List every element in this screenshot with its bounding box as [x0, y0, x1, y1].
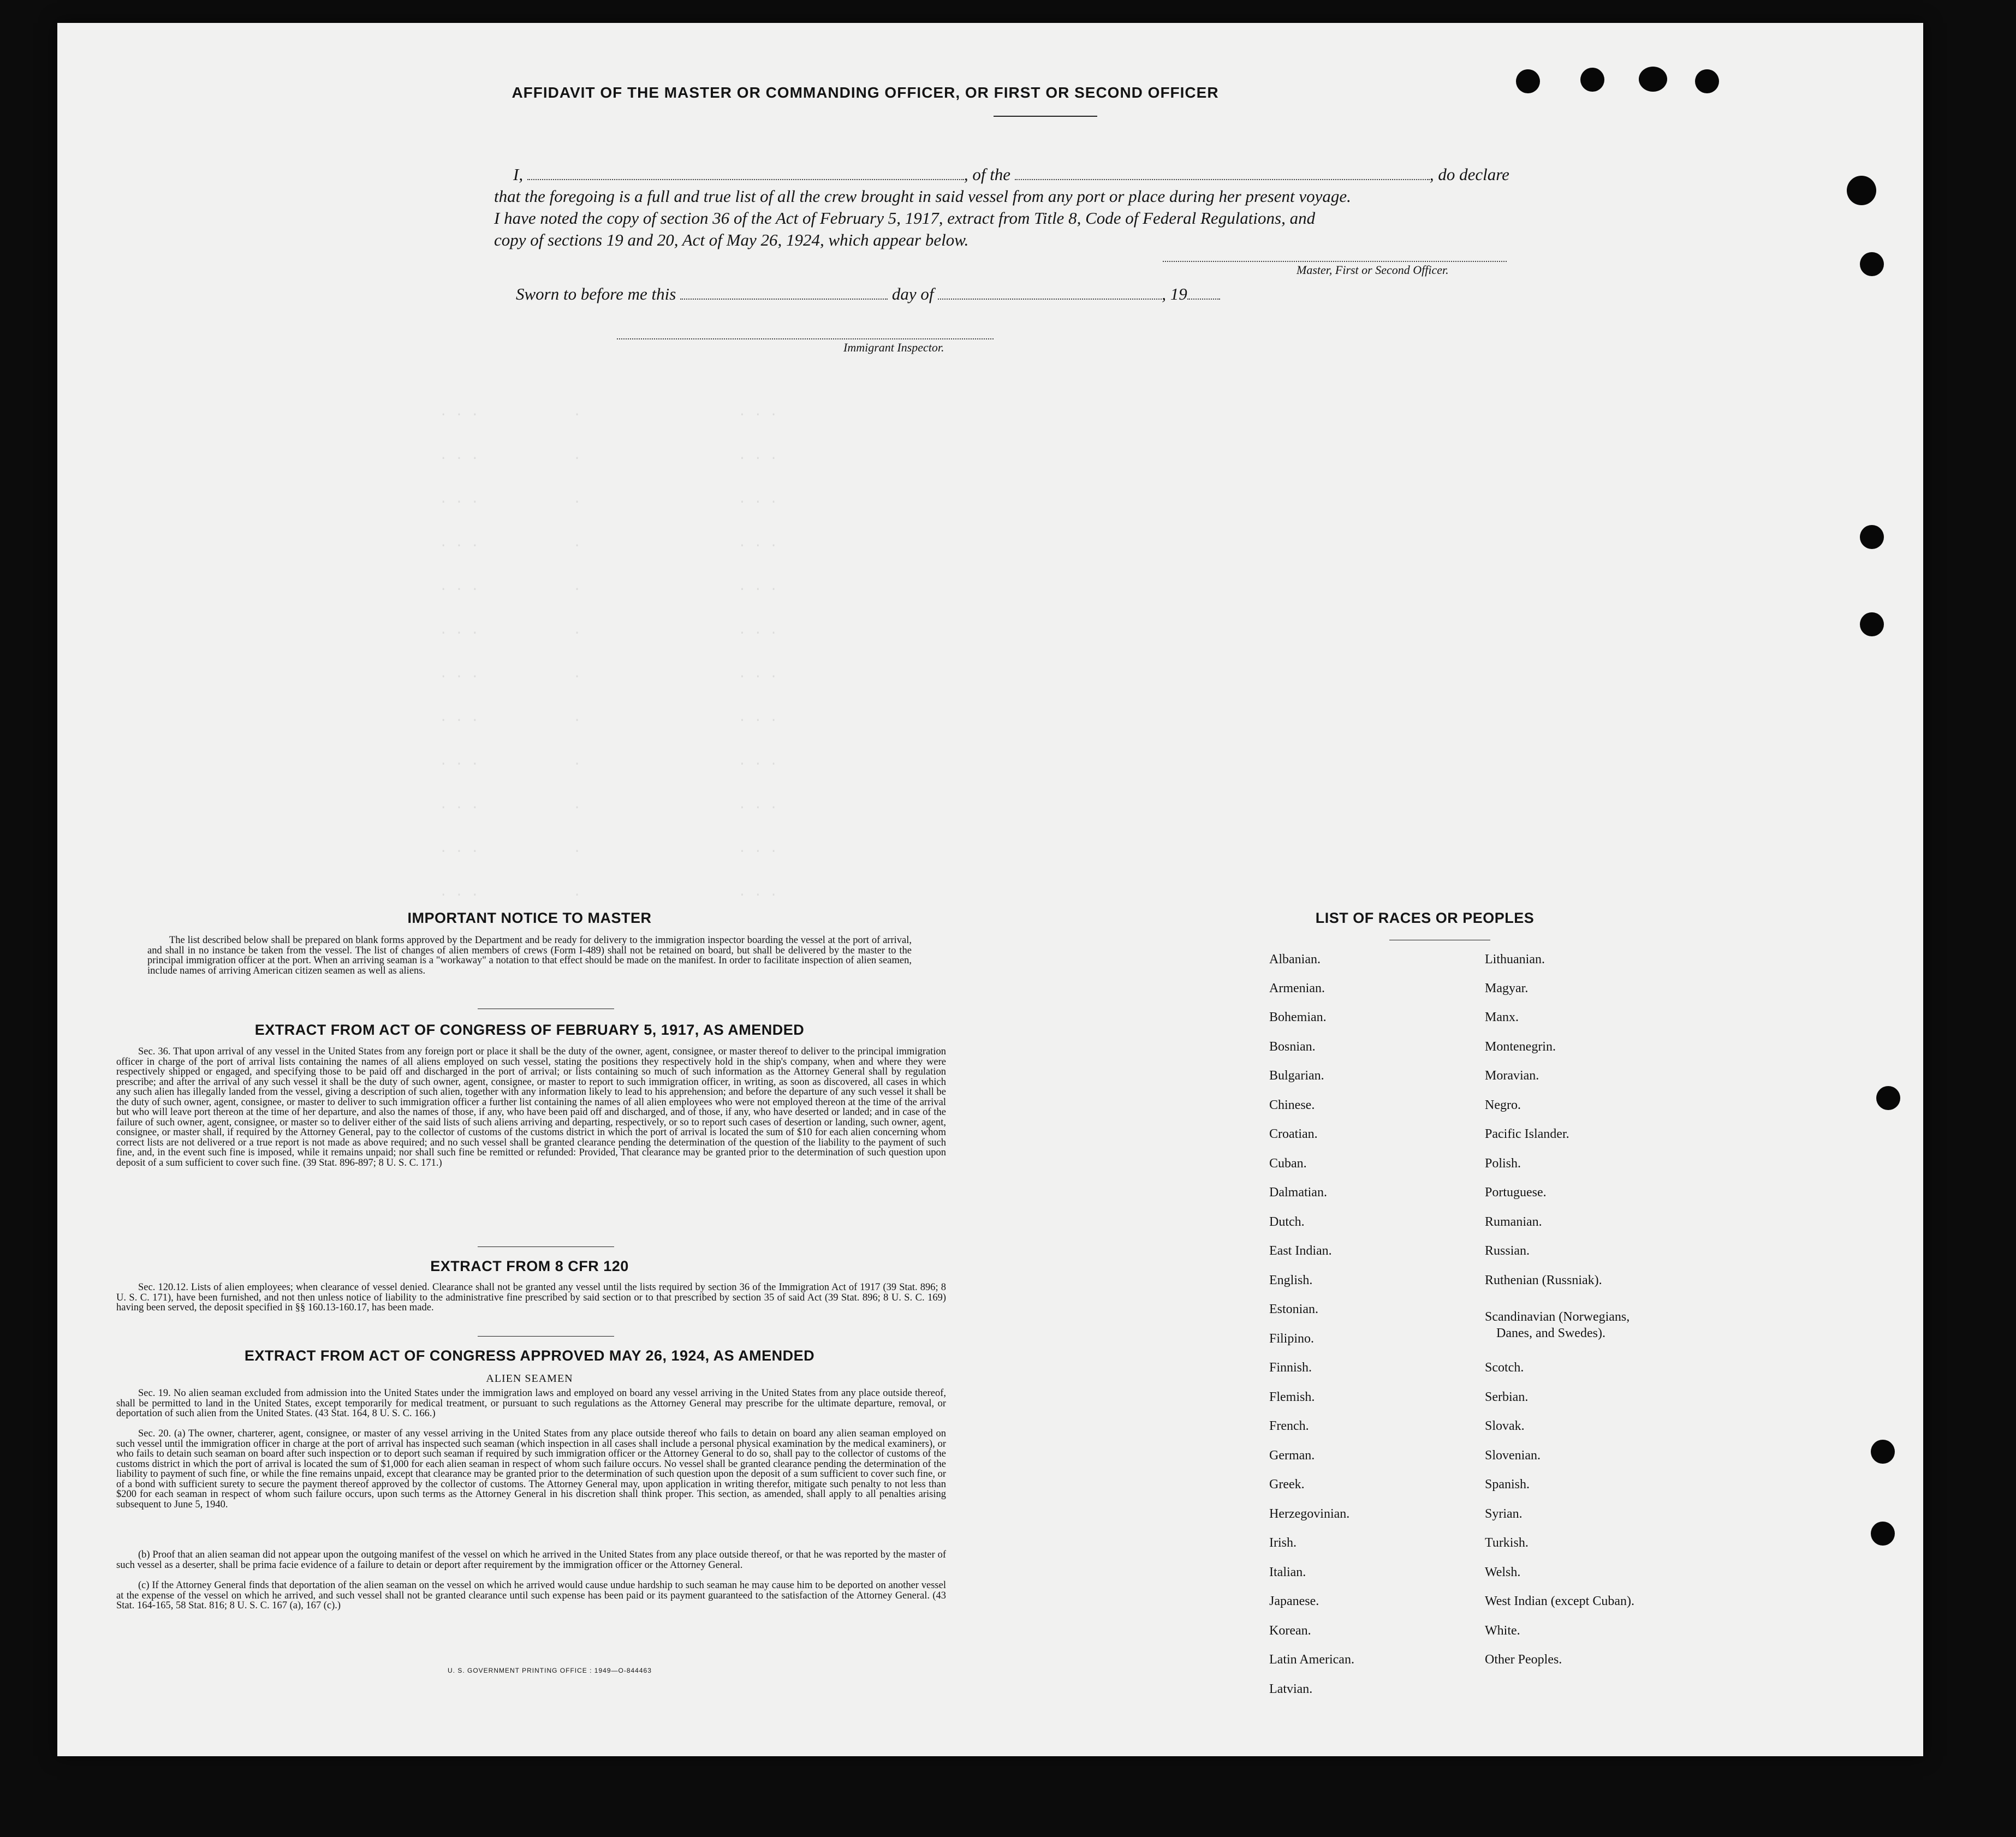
race-item: Spanish. [1485, 1477, 1530, 1492]
race-item: Manx. [1485, 1010, 1519, 1024]
race-item: Pacific Islander. [1485, 1127, 1569, 1141]
decl-do-declare: , do declare [1429, 165, 1509, 184]
inspector-signature-line[interactable] [617, 338, 994, 339]
race-item: Negro. [1485, 1098, 1521, 1112]
vessel-name-field[interactable] [1015, 165, 1430, 180]
punch-hole [1860, 612, 1884, 636]
affidavit-title: AFFIDAVIT OF THE MASTER OR COMMANDING OFFICER, OR FIRST OR SECOND OFFICER [512, 84, 1219, 101]
sworn-year-prefix: , 19 [1162, 284, 1187, 303]
race-item: Italian. [1269, 1565, 1306, 1579]
race-item: Portuguese. [1485, 1185, 1547, 1200]
punch-hole [1871, 1522, 1895, 1546]
race-item: Latvian. [1269, 1682, 1313, 1696]
sworn-line [516, 283, 1335, 305]
punch-hole [1860, 252, 1884, 276]
master-signature-line[interactable] [1163, 261, 1507, 262]
declaration-line-3: I have noted the copy of section 36 of the Act of February 5, 1917, extract from Title 8, Code of Federal Regulations, and [494, 208, 1316, 228]
decl-of-the: , of the [964, 165, 1011, 184]
race-item: Korean. [1269, 1624, 1311, 1638]
notice-body: The list described below shall be prepared on blank forms approved by the Department and be ready for delivery to the immigration inspector boarding the vessel at the port of arrival, and shall in no instance be taken from the vessel. The list of changes of alien members of crews (Form I-489) shall not be retained on board, but shall be delivered by the master to the principal immigration officer at the port. When an arriving seaman is a "workaway" a notation to that effect should be made on the manifest. In order to facilitate inspection of alien seamen, include names of arriving American citizen seamen as well as aliens. [147, 935, 912, 976]
race-item: Magyar. [1485, 981, 1529, 995]
race-item: Bulgarian. [1269, 1069, 1324, 1083]
sec19-body: Sec. 19. No alien seaman excluded from admission into the United States under the immigration laws and employed on board any vessel arriving in the United States from any place outside thereof, shall be permitted to land in the United States, except temporarily for medical treatment, or pursuant to such regulations as the Attorney General may prescribe for the ultimate departure, removal, or deportation of such alien from the United States. (43 Stat. 164, 8 U. S. C. 166.) [116, 1388, 946, 1419]
race-item: English. [1269, 1273, 1313, 1287]
race-item: Japanese. [1269, 1594, 1319, 1608]
extract-cfr-body: Sec. 120.12. Lists of alien employees; when clearance of vessel denied. Clearance shall not be granted any vessel until the lists required by section 36 of the Immigration Act of 1917 (39 Stat. 896; 8 U. S. C. 171), have been furnished, and not then unless notice of liability to the administrative fine prescribed by said section or to that prescribed by section 35 of said Act (39 Stat. 896; 8 U. S. C. 169) having been served, the deposit specified in §§ 160.13-160.17, has been made. [116, 1282, 946, 1313]
notice-title: IMPORTANT NOTICE TO MASTER [407, 910, 652, 926]
sec20c-body: (c) If the Attorney General finds that deportation of the alien seaman on the vessel on which he arrived would cause undue hardship to such seaman he may cause him to be deported on another vessel at the expense of the vessel on which he arrived, and such vessel shall not be granted clearance until such expense has been paid or its payment guaranteed to the satisfaction of the Attorney General. (43 Stat. 164-165, 58 Stat. 816; 8 U. S. C. 167 (a), 167 (c).) [116, 1580, 946, 1611]
sworn-month-field[interactable] [938, 284, 1162, 300]
race-item: Albanian. [1269, 952, 1321, 967]
race-item: White. [1485, 1624, 1520, 1638]
race-item: Herzegovinian. [1269, 1507, 1350, 1521]
race-item: Irish. [1269, 1536, 1297, 1550]
race-item: Armenian. [1269, 981, 1325, 995]
officer-name-field[interactable] [527, 165, 964, 180]
race-item: Rumanian. [1485, 1215, 1542, 1229]
race-item: Estonian. [1269, 1302, 1318, 1316]
races-title: LIST OF RACES OR PEOPLES [1315, 910, 1535, 926]
race-item: French. [1269, 1419, 1309, 1433]
race-item: Dutch. [1269, 1215, 1305, 1229]
alien-seamen-subtitle: ALIEN SEAMEN [486, 1373, 573, 1385]
race-item: Syrian. [1485, 1507, 1523, 1521]
race-item: Finnish. [1269, 1361, 1312, 1375]
declaration-line-2: that the foregoing is a full and true list of all the crew brought in said vessel from any port or place during her present voyage. [494, 187, 1351, 206]
race-item: Lithuanian. [1485, 952, 1545, 967]
race-item: Slovak. [1485, 1419, 1525, 1433]
race-item: Filipino. [1269, 1332, 1315, 1346]
master-signature-caption: Master, First or Second Officer. [1297, 263, 1449, 277]
race-item: Scandinavian (Norwegians, [1485, 1310, 1630, 1324]
sworn-year-field[interactable] [1187, 284, 1220, 300]
race-item: West Indian (except Cuban). [1485, 1594, 1634, 1608]
race-item: Dalmatian. [1269, 1185, 1327, 1200]
punch-hole [1695, 69, 1719, 93]
inspector-signature-caption: Immigrant Inspector. [843, 341, 944, 354]
punch-hole [1847, 176, 1876, 205]
race-item: Chinese. [1269, 1098, 1315, 1112]
race-item: Greek. [1269, 1477, 1305, 1492]
punch-hole [1860, 525, 1884, 549]
printing-office-imprint: U. S. GOVERNMENT PRINTING OFFICE : 1949—O-844463 [448, 1667, 652, 1674]
document-page [57, 23, 1923, 1756]
race-item: Bohemian. [1269, 1010, 1327, 1024]
extract-1924-title: EXTRACT FROM ACT OF CONGRESS APPROVED MAY 26, 1924, AS AMENDED [244, 1347, 815, 1364]
race-item: Slovenian. [1485, 1448, 1541, 1463]
declaration-line-4: copy of sections 19 and 20, Act of May 26, 1924, which appear below. [494, 230, 969, 249]
race-item: East Indian. [1269, 1244, 1332, 1258]
race-item: Serbian. [1485, 1390, 1529, 1404]
race-item: Flemish. [1269, 1390, 1315, 1404]
section-rule [478, 1246, 614, 1247]
extract-1917-body: Sec. 36. That upon arrival of any vessel in the United States from any foreign port or place it shall be the duty of the owner, agent, consignee, or master thereof to deliver to the principal immigration officer in charge of the port of arrival lists containing the names of all aliens employed on such vessel, stating the positions they respectively hold in the ship's company, when and where they were respectively shipped or engaged, and specifying those to be paid off and discharged in the port of arrival; or lists containing so much of such information as the Attorney General shall by regulation prescribe; and after the arrival of any such vessel it shall be the duty of such owner, agent, consignee, or master to report to such immigration officer, in writing, as soon as discovered, all cases in which any such alien has illegally landed from the vessel, giving a description of such alien, together with any information likely to lead to his apprehension; and before the departure of any such vessel it shall be the duty of such owner, agent, consignee, or master to deliver to such immigration officer a further list containing the names of all alien employees who were not employed thereon at the time of the arrival but who will leave port thereon at the time of her departure, and also the names of those, if any, who have been paid off and discharged, and of those, if any, who have deserted or landed; and in case of the failure of such owner, agent, consignee, or master so to deliver either of the said lists of such aliens arriving and departing, respectively, or so to report such cases of desertion or landing, such owner, agent, consignee, or master shall, if required by the Attorney General, pay to the collector of customs of the customs district in which the port of arrival is located the sum of $10 for each alien concerning whom correct lists are not delivered or a true report is not made as above required; and no such vessel shall be granted clearance pending the determination of the question of the liability to the payment of such fine, and, in the event such fine is imposed, while it remains unpaid; nor shall such fine be remitted or refunded: Provided, That clearance may be granted prior to the determination of such question upon deposit of a sum sufficient to cover such fine. (39 Stat. 896-897; 8 U. S. C. 171.) [116, 1046, 946, 1168]
race-item: Moravian. [1485, 1069, 1539, 1083]
race-item: Polish. [1485, 1156, 1521, 1171]
sec20a-body: Sec. 20. (a) The owner, charterer, agent, consignee, or master of any vessel arriving in the United States from any place outside thereof who fails to detain on board any alien seaman employed on such vessel until the immigration officer in charge at the port of arrival has inspected such seaman (which inspection in all cases shall include a personal physical examination by the medical examiners), or who fails to detain such seaman on board after such inspection or to deport such seaman if required by such immigration officer or the Attorney General to do so, shall pay to the collector of customs of the customs district in which the port of arrival is located the sum of $1,000 for each alien seaman in respect of whom such failure occurs. No vessel shall be granted clearance pending the determination of the liability to payment of such fine, or while the fine remains unpaid, except that clearance may be granted prior to the determination of such question upon the deposit of a sum sufficient to cover such fine, or of a bond with sufficient surety to secure the payment thereof approved by the collector of customs. The Attorney General may, upon application in writing therefor, mitigate such penalty to not less than $200 for each seaman in respect of whom such failure occurs, upon such terms as the Attorney General in his discretion shall think proper. This section, as amended, shall apply to all penalties arising subsequent to June 5, 1940. [116, 1428, 946, 1510]
race-item: Croatian. [1269, 1127, 1318, 1141]
title-rule [994, 116, 1097, 117]
race-item: Bosnian. [1269, 1040, 1316, 1054]
race-item: Danes, and Swedes). [1496, 1326, 1605, 1340]
race-item: Scotch. [1485, 1361, 1524, 1375]
race-item: Welsh. [1485, 1565, 1521, 1579]
bleed-through: . . . . . . . . . . . . . . . . . . . . . . . . . . . . . . . . . . . . . . . . . . . . . . . . . . . . . . . . . . . . . . . . . . . . . . . . . . . . . . . . . . . . [439, 405, 778, 900]
decl-i: I, [513, 165, 524, 184]
extract-cfr-title: EXTRACT FROM 8 CFR 120 [430, 1258, 629, 1274]
declaration-line-1 [513, 164, 1569, 186]
sworn-day-of: day of [891, 284, 934, 303]
sworn-day-field[interactable] [680, 284, 888, 300]
extract-1917-title: EXTRACT FROM ACT OF CONGRESS OF FEBRUARY 5, 1917, AS AMENDED [254, 1022, 805, 1038]
race-item: German. [1269, 1448, 1315, 1463]
race-item: Turkish. [1485, 1536, 1529, 1550]
section-rule [478, 1336, 614, 1337]
sec20b-body: (b) Proof that an alien seaman did not appear upon the outgoing manifest of the vessel on which he arrived in the United States from any place outside thereof, or that he was reported by the master of such vessel as a deserter, shall be prima facie evidence of a failure to detain or deport after requirement by the immigration officer or the Attorney General. [116, 1549, 946, 1571]
race-item: Latin American. [1269, 1653, 1354, 1667]
race-item: Cuban. [1269, 1156, 1307, 1171]
punch-hole [1876, 1086, 1900, 1110]
race-item: Other Peoples. [1485, 1653, 1562, 1667]
race-item: Montenegrin. [1485, 1040, 1556, 1054]
punch-hole [1871, 1440, 1895, 1464]
sworn-label: Sworn to before me this [516, 284, 676, 303]
race-item: Ruthenian (Russniak). [1485, 1273, 1602, 1287]
race-item: Russian. [1485, 1244, 1530, 1258]
